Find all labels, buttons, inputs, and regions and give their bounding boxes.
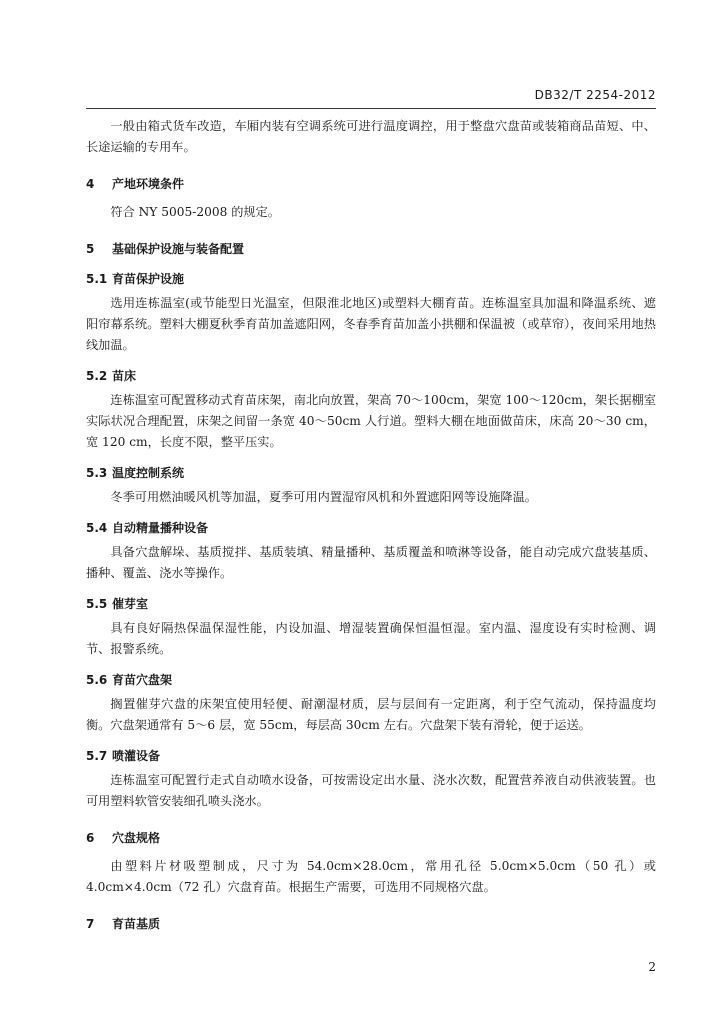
subsection-heading-5-7: [86, 746, 656, 766]
section-title: 穴盘规格: [112, 831, 161, 845]
subsection-heading-5-3: [86, 463, 656, 483]
section-number: 4: [86, 177, 95, 191]
section-title: 产地环境条件: [112, 177, 185, 191]
subsection-title: 自动精量播种设备: [112, 521, 209, 535]
section-heading-5: [86, 239, 656, 259]
subsection-number: 5.1: [86, 272, 108, 286]
subsection-5-7-text: 连栋温室可配置行走式自动喷水设备，可按需设定出水量、浇水次数，配置营养液自动供液装置。也可用塑料软管安装细孔喷头浇水。: [86, 773, 656, 808]
subsection-number: 5.4: [86, 521, 108, 535]
subsection-title: 催芽室: [112, 597, 149, 611]
subsection-title: 育苗穴盘架: [112, 673, 173, 687]
section-title: 育苗基质: [112, 917, 161, 931]
subsection-heading-5-4: [86, 518, 656, 538]
section-title: 基础保护设施与装备配置: [112, 242, 245, 256]
subsection-5-1-text: 选用连栋温室(或节能型日光温室，但限淮北地区)或塑料大棚育苗。连栋温室具加温和降温系统、遮阳帘幕系统。塑料大棚夏秋季育苗加盖遮阳网，冬春季育苗加盖小拱棚和保温被（或草帘），夜间采用地热线加温。: [86, 296, 656, 352]
document-code: DB32/T 2254-2012: [534, 88, 656, 102]
subsection-5-6-text: 搁置催芽穴盘的床架宜使用轻便、耐潮湿材质，层与层间有一定距离，利于空气流动，保持温度均衡。穴盘架通常有 5～6 层，宽 55cm，每层高 30cm 左右。穴盘架下装有滑轮，便于运送。: [86, 697, 656, 732]
subsection-title: 育苗保护设施: [112, 272, 185, 286]
section-6-text: 由塑料片材吸塑制成，尺寸为 54.0cm×28.0cm，常用孔径 5.0cm×5.0cm（50 孔）或 4.0cm×4.0cm（72 孔）穴盘育苗。根据生产需要，可选用不同规格穴盘。: [86, 859, 656, 894]
subsection-number: 5.7: [86, 749, 108, 763]
subsection-heading-5-2: [86, 366, 656, 386]
subsection-number: 5.3: [86, 466, 108, 480]
subsection-5-3-text: 冬季可用燃油暖风机等加温，夏季可用内置湿帘风机和外置遮阳网等设施降温。: [110, 490, 537, 504]
section-number: 7: [86, 917, 95, 931]
subsection-title: 温度控制系统: [112, 466, 185, 480]
document-body: [86, 116, 656, 942]
intro-paragraph: 一般由箱式货车改造，车厢内装有空调系统可进行温度调控，用于整盘穴盘苗或装箱商品苗短、中、长途运输的专用车。: [86, 119, 656, 154]
subsection-number: 5.6: [86, 673, 108, 687]
subsection-5-5-text: 具有良好隔热保温保湿性能，内设加温、增湿装置确保恒温恒湿。室内温、湿度设有实时检测、调节、报警系统。: [86, 621, 656, 656]
page-number: 2: [648, 960, 656, 974]
header-rule: [86, 108, 656, 109]
section-heading-7: [86, 914, 656, 934]
section-number: 6: [86, 831, 95, 845]
section-4-text: 符合 NY 5005-2008 的规定。: [110, 205, 280, 219]
subsection-heading-5-1: [86, 269, 656, 289]
subsection-heading-5-6: [86, 670, 656, 690]
subsection-5-4-text: 具备穴盘解垛、基质搅拌、基质装填、精量播种、基质覆盖和喷淋等设备，能自动完成穴盘装基质、播种、覆盖、浇水等操作。: [86, 545, 656, 580]
subsection-number: 5.2: [86, 369, 108, 383]
subsection-number: 5.5: [86, 597, 108, 611]
subsection-title: 喷灌设备: [112, 749, 161, 763]
subsection-5-2-text: 连栋温室可配置移动式育苗床架，南北向放置，架高 70～100cm，架宽 100～120cm，架长据棚室实际状况合理配置，床架之间留一条宽 40～50cm 人行道。塑料大棚在地面做苗床，床高 20～30 cm，宽 120 cm，长度不限，整平压实。: [86, 393, 656, 449]
subsection-heading-5-5: [86, 594, 656, 614]
subsection-title: 苗床: [112, 369, 137, 383]
section-heading-4: [86, 174, 656, 194]
section-heading-6: [86, 828, 656, 848]
section-number: 5: [86, 242, 95, 256]
